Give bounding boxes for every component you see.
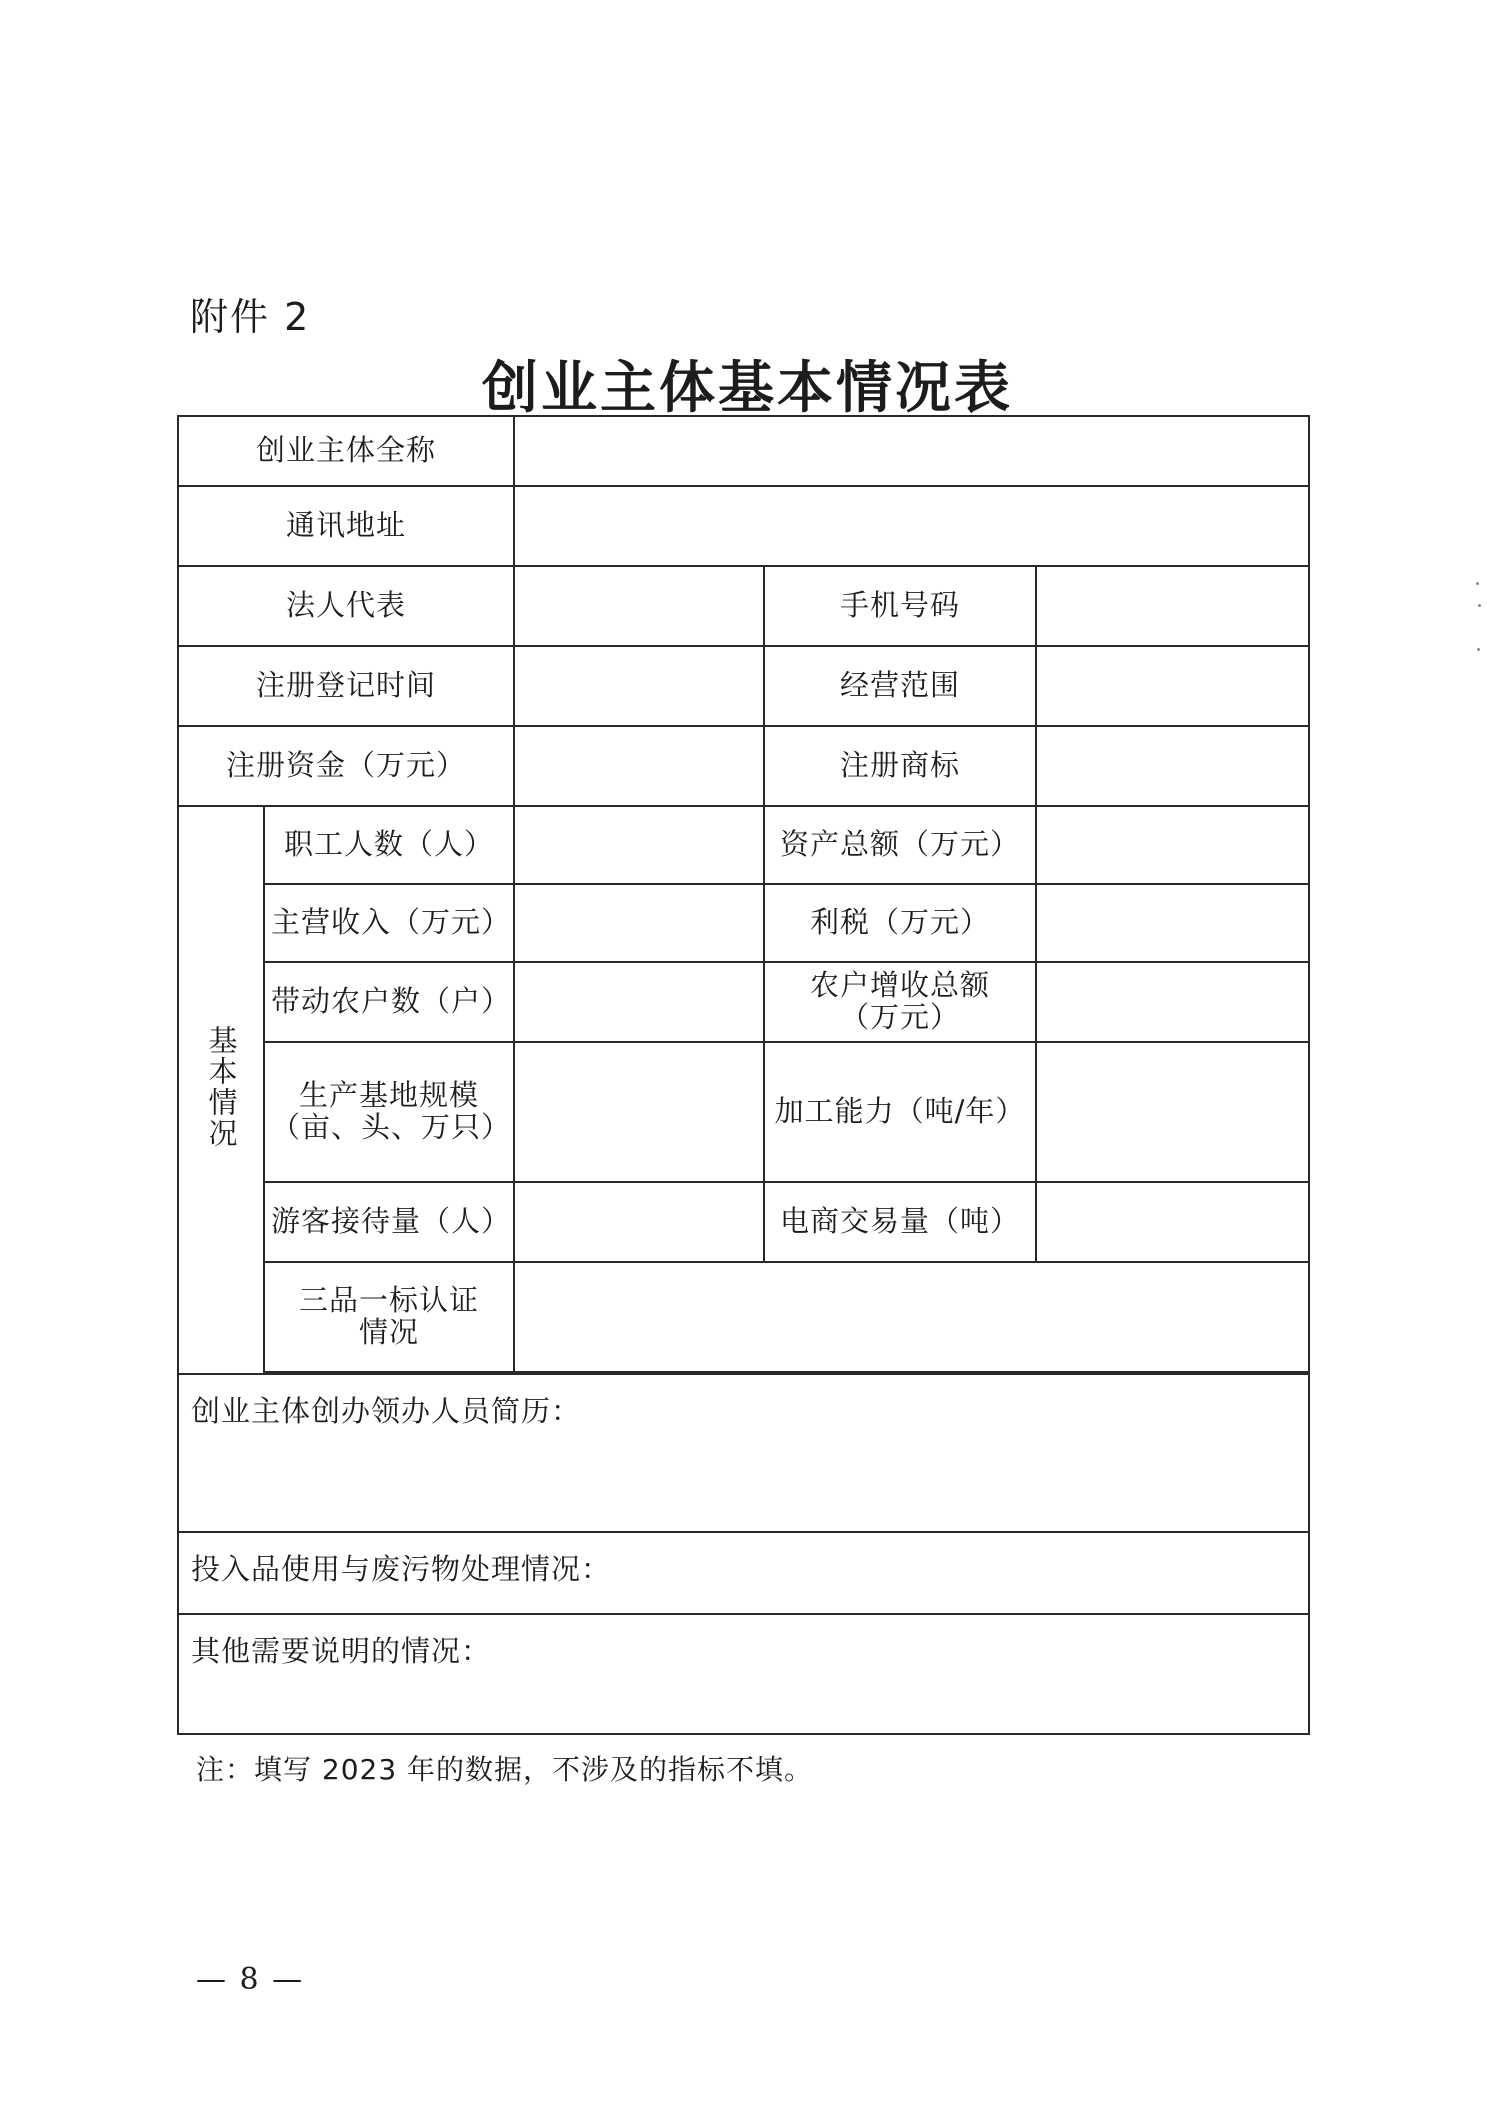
basic-info-section-label	[178, 806, 264, 1374]
employees-field[interactable]	[514, 806, 764, 884]
form-row-production-base	[178, 1042, 1309, 1182]
production-base-label-line1: 生产基地规模	[299, 1078, 480, 1113]
visitors-field[interactable]	[514, 1182, 764, 1262]
certification-field[interactable]	[514, 1262, 1309, 1372]
address-label: 通讯地址	[178, 486, 514, 566]
farmers-driven-field[interactable]	[514, 962, 764, 1042]
farmer-income-label-line2: （万元）	[840, 1000, 961, 1034]
form-row-visitors	[178, 1182, 1309, 1262]
employees-label: 职工人数（人）	[264, 806, 514, 884]
production-base-field[interactable]	[514, 1042, 764, 1182]
form-title: 创业主体基本情况表	[482, 356, 1013, 421]
address-field[interactable]	[514, 486, 1309, 566]
profit-tax-label: 利税（万元）	[764, 884, 1036, 962]
form-row-registration-time	[178, 646, 1309, 726]
profit-tax-field[interactable]	[1036, 884, 1309, 962]
form-row-certification	[178, 1262, 1309, 1372]
form-row-main-revenue	[178, 884, 1309, 962]
scan-speck	[1476, 582, 1479, 585]
reg-time-label: 注册登记时间	[178, 646, 514, 726]
form-row-employees	[178, 806, 1309, 884]
total-assets-field[interactable]	[1036, 806, 1309, 884]
production-base-label	[264, 1042, 514, 1182]
form-row-address	[178, 486, 1309, 566]
scan-speck	[1477, 648, 1480, 651]
trademark-label: 注册商标	[764, 726, 1036, 806]
founder-resume-label: 创业主体创办领办人员简历：	[191, 1394, 582, 1428]
production-base-label-line2: （亩、头、万只）	[271, 1110, 512, 1144]
business-scope-label: 经营范围	[764, 646, 1036, 726]
page-number: — 8 —	[196, 1962, 305, 1997]
founder-resume-field[interactable]	[178, 1374, 1309, 1532]
other-notes-label: 其他需要说明的情况：	[191, 1634, 492, 1668]
reg-capital-label: 注册资金（万元）	[178, 726, 514, 806]
certification-label	[264, 1262, 514, 1372]
form-row-inputs-waste	[178, 1532, 1309, 1614]
main-revenue-field[interactable]	[514, 884, 764, 962]
total-assets-label: 资产总额（万元）	[764, 806, 1036, 884]
form-row-legal-rep	[178, 566, 1309, 646]
form-row-registered-capital	[178, 726, 1309, 806]
business-scope-field[interactable]	[1036, 646, 1309, 726]
full-name-label: 创业主体全称	[178, 416, 514, 486]
inputs-waste-field[interactable]	[178, 1532, 1309, 1614]
phone-label: 手机号码	[764, 566, 1036, 646]
processing-capacity-field[interactable]	[1036, 1042, 1309, 1182]
form-row-other-notes	[178, 1614, 1309, 1734]
trademark-field[interactable]	[1036, 726, 1309, 806]
processing-capacity-label: 加工能力（吨/年）	[764, 1042, 1036, 1182]
full-name-field[interactable]	[514, 416, 1309, 486]
farmer-income-label-line1: 农户增收总额	[810, 968, 991, 1003]
legal-rep-label: 法人代表	[178, 566, 514, 646]
farmers-driven-label: 带动农户数（户）	[264, 962, 514, 1042]
main-revenue-label: 主营收入（万元）	[264, 884, 514, 962]
form-row-founder-resume	[178, 1374, 1309, 1532]
basic-info-section-text: 基本情况	[204, 1024, 239, 1149]
reg-capital-field[interactable]	[514, 726, 764, 806]
legal-rep-field[interactable]	[514, 566, 764, 646]
inputs-waste-label: 投入品使用与废污物处理情况：	[191, 1552, 612, 1586]
other-notes-field[interactable]	[178, 1614, 1309, 1734]
attachment-label: 附件 2	[190, 295, 311, 339]
certification-label-line1: 三品一标认证	[299, 1283, 480, 1318]
ecommerce-label: 电商交易量（吨）	[764, 1182, 1036, 1262]
phone-field[interactable]	[1036, 566, 1309, 646]
reg-time-field[interactable]	[514, 646, 764, 726]
form-row-full-name	[178, 416, 1309, 486]
form-row-farmers-driven	[178, 962, 1309, 1042]
farmer-income-field[interactable]	[1036, 962, 1309, 1042]
ecommerce-field[interactable]	[1036, 1182, 1309, 1262]
basic-info-form-table	[177, 415, 1310, 1735]
visitors-label: 游客接待量（人）	[264, 1182, 514, 1262]
certification-label-line2: 情况	[359, 1315, 420, 1349]
form-container	[177, 415, 1308, 1735]
footnote: 注：填写 2023 年的数据，不涉及的指标不填。	[196, 1753, 814, 1786]
scan-speck	[1478, 604, 1481, 607]
farmer-income-label	[764, 962, 1036, 1042]
